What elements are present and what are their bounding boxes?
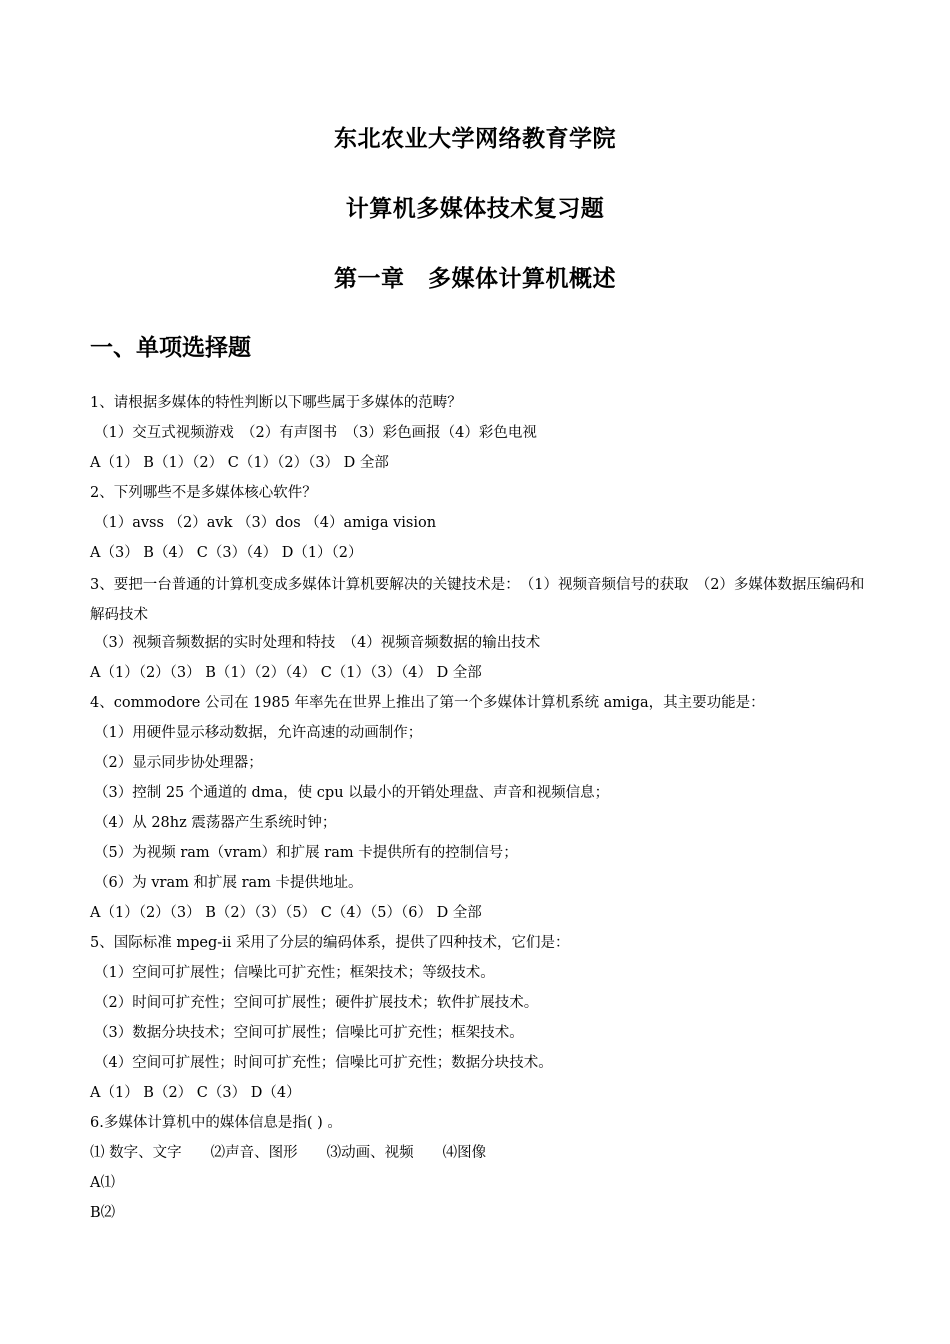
question-1-options: A（1） B（1）（2） C（1）（2）（3） D 全部 [90,455,389,471]
question-6-option-a: A⑴ [90,1175,115,1191]
course-title: 计算机多媒体技术复习题 [345,196,605,222]
question-5-item-3: （3）数据分块技术；空间可扩展性；信噪比可扩充性；框架技术。 [94,1025,524,1041]
question-1-items: （1）交互式视频游戏 （2）有声图书 （3）彩色画报（4）彩色电视 [94,425,537,441]
question-6-items: ⑴ 数字、文字 ⑵声音、图形 ⑶动画、视频 ⑷图像 [90,1145,487,1161]
question-5-options: A（1） B（2） C（3） D（4） [90,1085,301,1101]
question-5-item-4: （4）空间可扩展性；时间可扩充性；信噪比可扩充性；数据分块技术。 [94,1055,553,1071]
section-heading: 一、单项选择题 [90,335,251,361]
question-4-item-3: （3）控制 25 个通道的 dma，使 cpu 以最小的开销处理盘、声音和视频信息； [94,785,610,801]
question-4-options: A（1）（2）（3） B（2）（3）（5） C（4）（5）（6） D 全部 [90,905,482,921]
question-1: 1、请根据多媒体的特性判断以下哪些属于多媒体的范畴？ [90,395,462,411]
question-4-item-5: （5）为视频 ram（vram）和扩展 ram 卡提供所有的控制信号； [94,845,518,861]
question-4-item-1: （1）用硬件显示移动数据，允许高速的动画制作； [94,725,423,741]
question-2-options: A（3） B（4） C（3）（4） D（1）（2） [90,545,363,561]
question-list [90,390,870,1230]
institution-title: 东北农业大学网络教育学院 [334,126,616,152]
question-3-items: （3）视频音频数据的实时处理和特技 （4）视频音频数据的输出技术 [94,635,541,651]
question-2: 2、下列哪些不是多媒体核心软件？ [90,485,317,501]
question-3-options: A（1）（2）（3） B（1）（2）（4） C（1）（3）（4） D 全部 [90,665,482,681]
question-4-item-2: （2）显示同步协处理器； [94,755,263,771]
question-3: 3、要把一台普通的计算机变成多媒体计算机要解决的关键技术是： （1）视频音频信号的获取 （2）多媒体数据压编码和解码技术 [90,577,865,623]
question-2-items: （1）avss （2）avk （3）dos （4）amiga vision [94,515,437,531]
question-4-item-4: （4）从 28hz 震荡器产生系统时钟； [94,815,337,831]
question-6-option-b: B⑵ [90,1205,116,1221]
question-4: 4、commodore 公司在 1985 年率先在世界上推出了第一个多媒体计算机系统 amiga，其主要功能是： [90,695,765,711]
question-6: 6.多媒体计算机中的媒体信息是指( ) 。 [90,1115,342,1131]
question-5-item-2: （2）时间可扩充性；空间可扩展性；硬件扩展技术；软件扩展技术。 [94,995,539,1011]
question-4-item-6: （6）为 vram 和扩展 ram 卡提供地址。 [94,875,363,891]
question-5: 5、国际标准 mpeg-ii 采用了分层的编码体系，提供了四种技术，它们是： [90,935,570,951]
chapter-title: 第一章 多媒体计算机概述 [334,266,616,292]
question-5-item-1: （1）空间可扩展性；信噪比可扩充性；框架技术；等级技术。 [94,965,495,981]
